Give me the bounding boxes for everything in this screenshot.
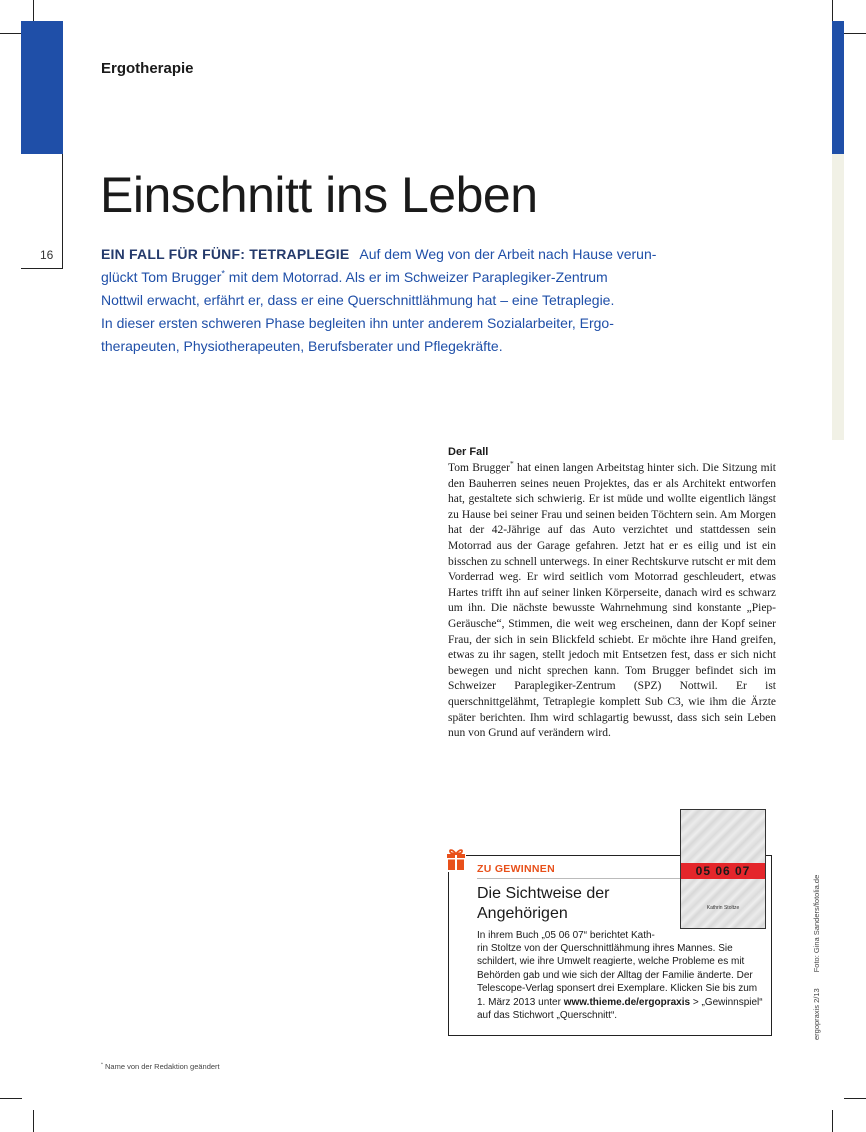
section-color-tab-right <box>832 21 844 154</box>
intro-kicker: EIN FALL FÜR FÜNF: TETRAPLEGIE <box>101 246 350 262</box>
footnote-marker: * <box>101 1062 103 1068</box>
contest-rule <box>477 878 687 879</box>
crop-mark <box>0 1098 22 1099</box>
case-text: hat einen langen Arbeitstag hinter sich. Die Sitzung mit den Bauherren seines neuen Projektes, das er als Architekt entworfen hat, gestaltete sich schwierig. Er ist müde und wollte eigentlich längst zu Hause bei seiner Frau und seinen beiden Töchtern sein. Am Morgen hat der 42-Jährige auf das Auto verzichtet und stattdessen sein Motorrad aus der Garage gefahren. Jetzt hat er es eilig und ist ein bisschen zu schnell unterwegs. In einer Rechtskurve rutscht er mit dem Vorderrad weg. Er wird seitlich vom Motorrad geschleudert, etwas Hartes trifft ihn auf seiner linken Körperseite, danach wird es schwarz um ihn. Die nächste bewusste Wahrnehmung sind konstante „Piep-Geräusche“, Stimmen, die weit weg erscheinen, dann der Kopf seiner Frau, der sich in sein Blickfeld schiebt. Er möchte ihre Hand greifen, etwas zu ihr sagen, stellt jedoch mit Entsetzen fest, dass er sich nicht bewegen und nicht sprechen kann. Tom Brugger befindet sich im Schweizer Paraplegiker-Zentrum (SPZ) Nottwil. Er ist querschnittgelähmt, Tetraplegie komplett Sub C3, wie ihm die Ärzte später berichten. Ihm wird schlagartig bewusst, dass sich sein Leben nun von Grund auf verändern wird. <box>448 462 776 740</box>
footnote <box>101 1062 220 1071</box>
crop-mark <box>832 1110 833 1132</box>
page-title: Einschnitt ins Leben <box>100 167 538 223</box>
crop-mark <box>844 33 866 34</box>
side-credit <box>812 859 821 1040</box>
gift-icon <box>446 846 466 872</box>
contest-text-part: rin Stoltze von der Querschnittlähmung ihres Mannes. Sie schildert, wie ihre Umwelt reagierte, welche Probleme es mit Behörden gab und wie sich der Alltag der Familie änderte. Der Telescope-Verlag sponsert drei Exemplare. Klicken Sie bis zum 1. März 2013 unter <box>477 943 758 1008</box>
case-name: Tom Brugger <box>448 462 510 474</box>
contest-text-part: > „Gewinnspiel“ auf das Stichwort „Querschnitt“. <box>477 996 763 1022</box>
intro-line: Nottwil erwacht, erfährt er, dass er eine Querschnittlähmung hat – eine Tetraplegie. <box>101 292 615 308</box>
case-body <box>448 461 776 742</box>
intro-text: glückt Tom Brugger <box>101 269 222 285</box>
book-title: 05 06 07 <box>695 864 751 878</box>
intro-text: Auf dem Weg von der Arbeit nach Hause verun- <box>359 246 657 262</box>
contest-label: ZU GEWINNEN <box>477 863 555 875</box>
book-cover <box>680 809 766 929</box>
crop-mark <box>844 1098 866 1099</box>
contest-link[interactable]: www.thieme.de/ergopraxis <box>563 996 691 1008</box>
contest-title: Die Sichtweise der Angehörigen <box>477 885 610 922</box>
intro-line: In dieser ersten schweren Phase begleiten ihn unter anderem Sozialarbeiter, Ergo- <box>101 315 614 331</box>
intro-line: therapeuten, Physiotherapeuten, Berufsberater und Pflegekräfte. <box>101 338 503 354</box>
intro-line <box>101 243 671 266</box>
footnote-text: Name von der Redaktion geändert <box>102 1062 220 1071</box>
section-label: Ergotherapie <box>101 60 194 77</box>
footnote-marker: * <box>221 268 225 279</box>
section-color-tab <box>21 21 63 154</box>
intro-line <box>101 266 671 289</box>
page-number-rule <box>21 268 63 269</box>
contest-text <box>477 942 767 1022</box>
book-author: Kathrin Stoltze <box>706 905 740 911</box>
intro-paragraph <box>101 243 671 358</box>
crop-mark <box>33 1110 34 1132</box>
case-heading: Der Fall <box>448 446 489 458</box>
contest-text: In ihrem Buch „05 06 07“ berichtet Kath- <box>477 930 655 941</box>
journal-issue: ergopraxis 2/13 <box>812 988 821 1040</box>
crop-mark <box>0 33 22 34</box>
margin-color-strip <box>832 154 844 440</box>
crop-mark <box>33 0 34 22</box>
margin-rule <box>62 154 63 269</box>
crop-mark <box>832 0 833 22</box>
intro-text: mit dem Motorrad. Als er im Schweizer Paraplegiker-Zentrum <box>224 269 608 285</box>
footnote-marker: * <box>509 459 514 469</box>
page-number: 16 <box>40 248 54 262</box>
photo-credit: Foto: Gina Sanders/fotolia.de <box>812 874 821 973</box>
